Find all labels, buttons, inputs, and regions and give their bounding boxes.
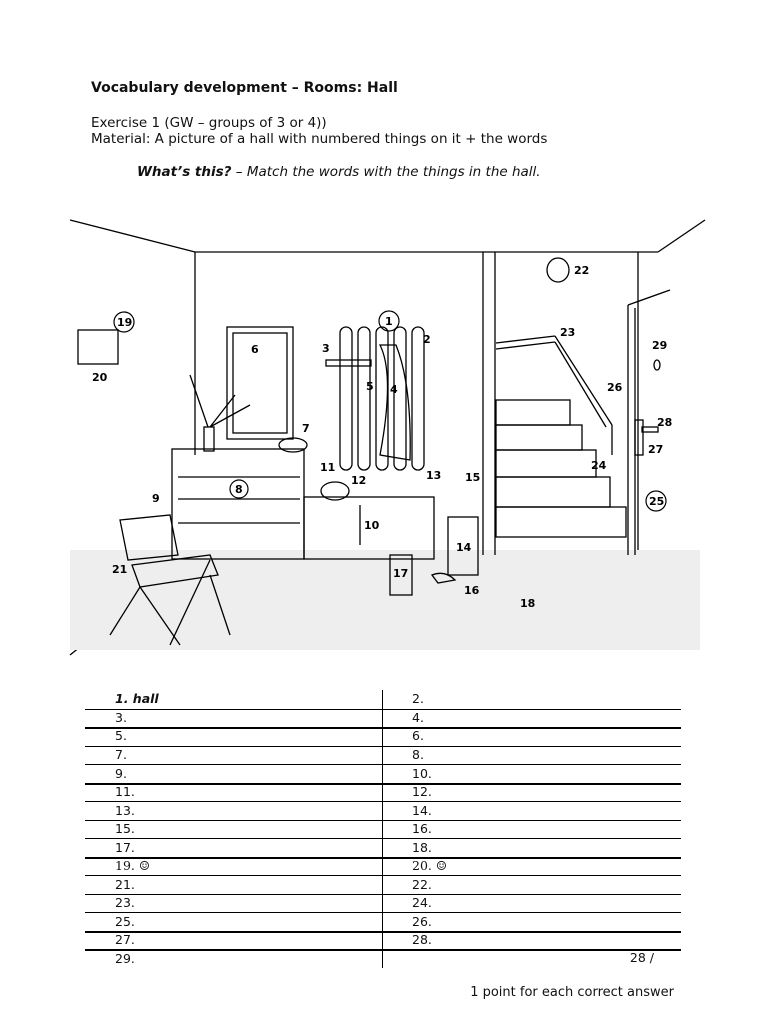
answer-cell: 22. [412,877,432,892]
answer-cell: 11. [115,784,135,799]
question-text: What’s this? [137,164,232,180]
table-row [85,709,681,727]
ceiling-lamp [547,258,569,282]
table-row [85,950,681,968]
table-row [85,931,681,949]
item-number: 19 [117,316,133,329]
item-number: 4 [390,383,398,396]
item-number: 24 [591,459,607,472]
item-number: 8 [235,483,243,496]
item-number: 14 [456,541,472,554]
answer-cell: 6. [412,728,424,743]
item-number: 26 [607,381,623,394]
answer-cell: 16. [412,821,432,836]
answer-cell: 2. [412,691,424,706]
answer-cell: 28. [412,932,432,947]
item-number: 3 [322,342,330,355]
item-number: 13 [426,469,442,482]
answer-cell: 8. [412,747,424,762]
table-row [85,857,681,875]
answer-cell: 5. [115,728,127,743]
instruction-line [137,164,541,180]
item-number: 5 [366,380,374,393]
scoring-note: 1 point for each correct answer [470,985,674,1000]
answer-cell: 13. [115,803,135,818]
staircase [483,252,626,555]
table-row [85,894,681,912]
answer-cell: 24. [412,895,432,910]
instruction-text: – Match the words with the things in the hall. [231,164,541,180]
answer-cell: 7. [115,747,127,762]
item-number: 15 [465,471,481,484]
answer-cell: 21. [115,877,135,892]
table-row [85,765,681,783]
table-row [85,746,681,764]
item-number: 10 [364,519,380,532]
item-number: 21 [112,563,128,576]
answer-cell: 19. ☺ [115,858,151,873]
table-row [85,727,681,745]
item-number: 6 [251,343,259,356]
item-number: 16 [464,584,480,597]
answer-cell: 18. [412,840,432,855]
answer-cell: 4. [412,710,424,725]
table-row [85,839,681,857]
answer-cell: 12. [412,784,432,799]
material-line: Material: A picture of a hall with numbered things on it + the words [91,131,548,147]
item-number: 22 [574,264,590,277]
score-box: 28 / [629,950,654,965]
table-row [85,913,681,931]
item-number: 1 [385,315,393,328]
table-row [85,783,681,801]
item-number: 29 [652,339,668,352]
exercise-line: Exercise 1 (GW – groups of 3 or 4)) [91,115,327,131]
answer-cell: 14. [412,803,432,818]
telephone [279,438,307,452]
answer-cell: 20. ☺ [412,858,448,873]
item-number: 17 [393,567,409,580]
answer-cell: 25. [115,914,135,929]
item-number: 25 [649,495,665,508]
hall-illustration [60,215,708,675]
table-row [85,802,681,820]
item-number: 9 [152,492,160,505]
answer-cell: 17. [115,840,135,855]
answer-cell: 1. hall [115,691,159,706]
item-number: 28 [657,416,673,429]
coat-rack [326,327,424,470]
answer-cell: 23. [115,895,135,910]
item-number: 20 [92,371,108,384]
table-row [85,690,681,708]
answer-cell: 9. [115,766,127,781]
table-row [85,820,681,838]
answer-cell: 29. [115,951,135,966]
answer-cell: 3. [115,710,127,725]
fuse-box [78,330,118,364]
page-title: Vocabulary development – Rooms: Hall [91,80,398,96]
item-number: 12 [351,474,367,487]
item-number: 11 [320,461,336,474]
answer-cell: 10. [412,766,432,781]
item-number: 2 [423,333,431,346]
floor-pattern [70,550,700,650]
item-number: 7 [302,422,310,435]
item-number: 27 [648,443,664,456]
mirror [227,327,293,439]
answer-cell: 15. [115,821,135,836]
answer-cell: 26. [412,914,432,929]
item-number: 23 [560,326,576,339]
table-row [85,876,681,894]
item-number: 18 [520,597,536,610]
answer-cell: 27. [115,932,135,947]
